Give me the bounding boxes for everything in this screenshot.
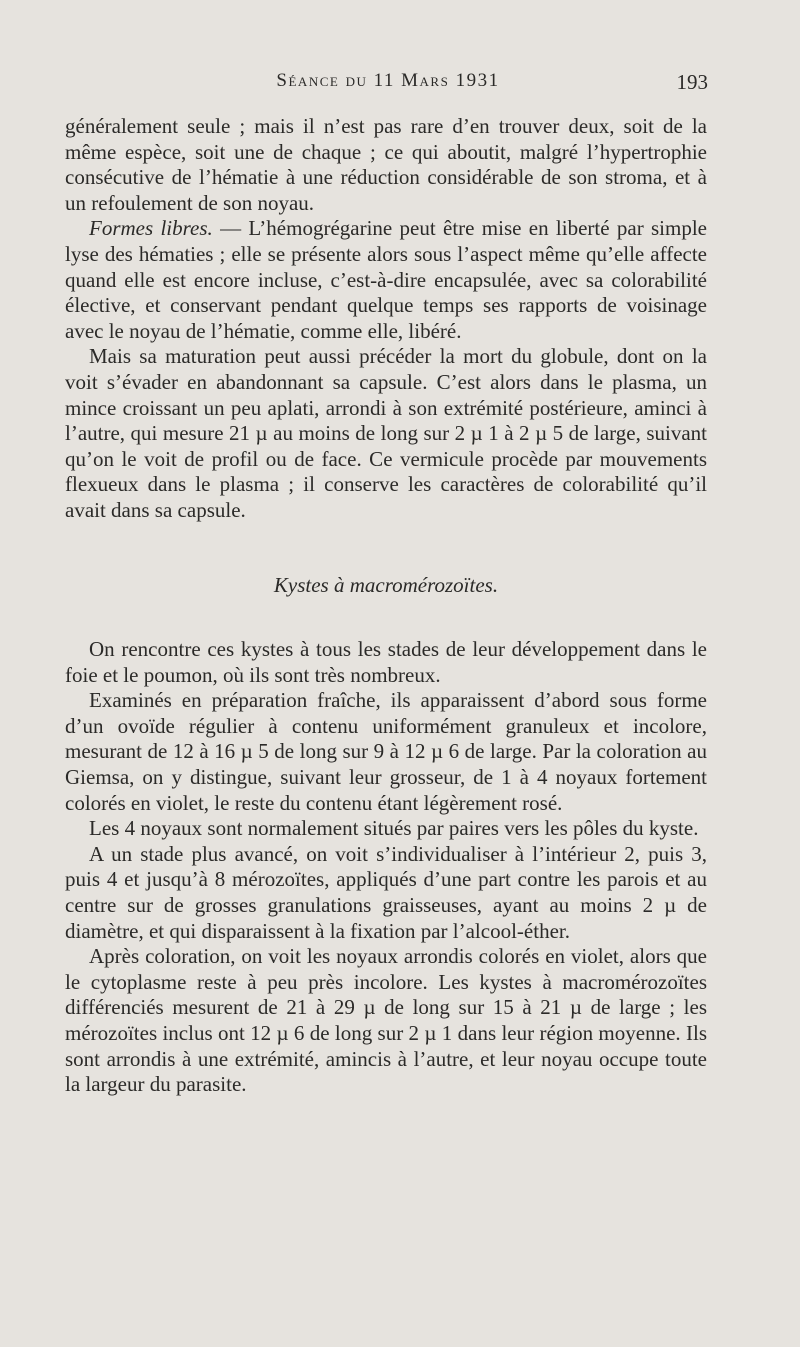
paragraph-text: Mais sa maturation peut aussi précéder la mort du globule, dont on la voit s’évader en abandonnant sa capsule. C’est alors dans le plasma, un mince croissant un peu aplati, arrondi à son extrémité postérieure, aminci à l’autre, qui mesure 21 µ au moins de long sur 2 µ 1 à 2 µ 5 de large, suivant qu’on le voit de profil ou de face. Ce vermicule procède par mouvements flexueux dans le plasma ; il conserve les caractères de colorabilité qu’il avait dans sa capsule. [65,344,707,522]
paragraph: On rencontre ces kystes à tous les stades de leur développement dans le foie et le poumon, où ils sont très nombreux. [65,637,707,687]
paragraph: Les 4 noyaux sont normalement situés par paires vers les pôles du kyste. [89,816,699,841]
running-title: Séance du 11 Mars 1931 [276,70,500,91]
paragraph: Examinés en préparation fraîche, ils apparaissent d’abord sous forme d’un ovoïde régulier à contenu uniformément granuleux et incolore, mesurant de 12 à 16 µ 5 de long sur 9 à 12 µ 6 de large. Par la coloration au Giemsa, on y distingue, suivant leur grosseur, de 1 à 4 noyaux fortement colorés en violet, le reste du contenu étant légèrement rosé. [65,688,707,815]
page-number: 193 [676,70,708,94]
paragraph [65,216,707,344]
paragraph-text: généralement seule ; mais il n’est pas rare d’en trouver deux, soit de la même espèce, soit une de chaque ; ce qui aboutit, malgré l’hypertrophie consécutive de l’hématie à une réduction considérable de son stroma, et à un refoulement de son noyau. [65,114,707,215]
page-body [65,114,707,1098]
paragraph: Après coloration, on voit les noyaux arrondis colorés en violet, alors que le cytoplasme reste à peu près incolore. Les kystes à macromérozoïtes différenciés mesurent de 21 à 29 µ de long sur 15 à 21 µ de large ; les mérozoïtes inclus ont 12 µ 6 de long sur 2 µ 1 dans leur région moyenne. Ils sont arrondis à une extrémité, amincis à l’autre, et leur noyau occupe toute la largeur du parasite. [65,944,707,1097]
paragraph [65,114,707,216]
section-heading: Kystes à macromérozoïtes. [273,572,499,597]
paragraph-lead: Formes libres. [89,216,213,241]
paragraph: A un stade plus avancé, on voit s’individualiser à l’intérieur 2, puis 3, puis 4 et jusqu’à 8 mérozoïtes, appliqués d’une part contre les parois et au centre sur de grosses granulations graisseuses, ayant au moins 2 µ de diamètre, et qui disparaissent à la fixation par l’alcool-éther. [65,841,707,943]
paragraph [65,344,707,523]
paragraph-text: — L’hémogrégarine peut être mise en liberté par simple lyse des hématies ; elle se présente alors sous l’aspect même qu’elle affecte quand elle est encore incluse, c’est-à-dire encapsulée, avec sa colorabilité élective, et conservant pendant quelque temps ses rapports de voisinage avec le noyau de l’hématie, comme elle, libéré. [65,216,707,343]
page-header [68,70,708,100]
